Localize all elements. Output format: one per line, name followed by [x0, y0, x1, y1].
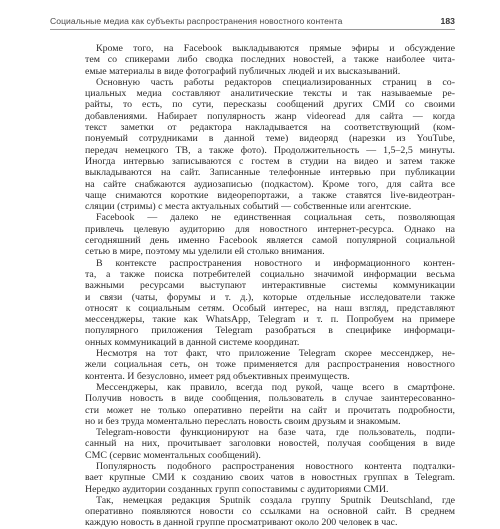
paragraph-first-line: Facebook — далеко не единственная социальная сеть, позволяющая	[96, 212, 455, 224]
paragraph-line: передач немецкого ТВ, а также фото). Продолжительность — 1,5–2,5 минуты.	[85, 144, 455, 156]
paragraph-line: выкладываются на сайт. Записанные телефонные интервью при публикации	[85, 167, 455, 179]
page-number: 183	[440, 16, 455, 26]
paragraph-line: сетью в мире, поэтому мы уделили ей столько внимания.	[85, 246, 325, 258]
paragraph-line: циальных медиа составляют аналитические тексты и так называемые ре-	[85, 88, 455, 100]
paragraph-line: та, а также поиска потребителей социально значимой информации весьма	[85, 268, 455, 280]
paragraph-first-line: Так, немецкая редакция Sputnik создала группу Sputnik Deutschland, где	[96, 494, 455, 506]
paragraph-line: оперативно появляются новости со ссылками на основной сайт. В среднем	[85, 506, 455, 518]
paragraph-line: райты, то есть, по сути, пересказы сообщений других СМИ со своими	[85, 99, 455, 111]
header-rule	[50, 29, 455, 30]
paragraph-line: важными ресурсами выступают интерактивные системы коммуникации	[85, 280, 455, 292]
paragraph-line: жели социальная сеть, он тоже применяется для распространения новостного	[85, 359, 455, 371]
paragraph-line: сляции (стримы) с места актуальных событий — собственные или агентские.	[85, 201, 412, 213]
paragraph-first-line: Популярность подобного распространения новостного контента подталки-	[96, 460, 455, 472]
paragraph-line: мессенджеры, такие как WhatsApp, Telegram и т. п. Попробуем на примере	[85, 314, 455, 326]
paragraph-line: сегодняшний день именно Facebook является самой популярной социальной	[85, 235, 455, 247]
paragraph-line: добавлениями. Набирает популярность жанр videoread для сайта — когда	[85, 110, 455, 122]
paragraph-first-line: Несмотря на тот факт, что приложение Telegram скорее мессенджер, не-	[96, 348, 455, 360]
paragraph-line: и связи (чаты, форумы и т. д.), которые отдельные исследователи также	[85, 291, 455, 303]
paragraph-line: привлечь целевую аудиторию для новостного интернет-ресурса. Однако на	[85, 223, 455, 235]
paragraph-first-line: Основную часть работы редакторов специализированных страниц в со-	[96, 76, 455, 88]
paragraph-line: вает крупные СМИ к созданию своих чатов в новостных группах в Telegram.	[85, 472, 455, 484]
paragraph-line: СМС (сервис моментальных сообщений).	[85, 449, 261, 461]
paragraph-line: но и без труда моментально переслать новость своим друзьям и знакомым.	[85, 415, 401, 427]
paragraph-first-line: В контексте распространения новостного и информационного контен-	[96, 257, 455, 269]
paragraph-line: тем со спикерами либо сводка последних новостей, а также наиболее чита-	[85, 54, 455, 66]
running-title: Социальные медиа как субъекты распространения новостного контента	[50, 16, 343, 26]
paragraph-line: контента. И безусловно, имеет ряд объективных преимуществ.	[85, 370, 350, 382]
paragraph-line: на сайте снабжаются аудиозаписью (подкастом). Кроме того, для сайта все	[85, 178, 455, 190]
paragraph-line: Получив новость в виде сообщения, пользователь в случае заинтересованно-	[85, 393, 455, 405]
paragraph-line: каждую новость в данной группе просматривают около 200 человек в час.	[85, 517, 398, 529]
paragraph-first-line: Кроме того, на Facebook выкладываются прямые эфиры и обсуждение	[96, 43, 455, 54]
paragraph-line: популярного приложения Telegram разобраться в специфике информаци-	[85, 325, 455, 337]
running-header	[50, 16, 455, 28]
paragraph-first-line: Telegram-новости функционируют на базе чата, где пользователь, подпи-	[96, 427, 455, 439]
paragraph-line: текст заметки от редактора накладывается на соответствующий (ком-	[85, 122, 455, 134]
paragraph-first-line: Мессенджеры, как правило, всегда под рукой, чаще всего в смартфоне.	[96, 381, 455, 393]
paragraph-line: Нередко аудитории созданных групп сопоставимы с аудиториями СМИ.	[85, 483, 389, 495]
paragraph-line: Иногда интервью записываются с гостем в студии на видео и затем также	[85, 155, 455, 167]
body-text	[85, 43, 455, 529]
paragraph-line: относят к социальным сетям. Особый интерес, на наш взгляд, представляют	[85, 302, 455, 314]
paragraph-line: емые материалы в виде фотографий публичных людей и их высказываний.	[85, 65, 401, 77]
paragraph-line: сти может не только оперативно перейти на сайт и прочитать подробности,	[85, 404, 455, 416]
paragraph-line: чаще снимаются короткие видеорепортажи, а также ставятся live-видеотран-	[85, 189, 455, 201]
paragraph-line: понуемый сотрудниками в данной теме) видеоряд (нарезки из YouTube,	[85, 133, 455, 145]
paragraph-line: онных коммуникаций в данной системе координат.	[85, 336, 300, 348]
paragraph-line: санный на них, прочитывает заголовки новостей, получая сообщения в виде	[85, 438, 455, 450]
